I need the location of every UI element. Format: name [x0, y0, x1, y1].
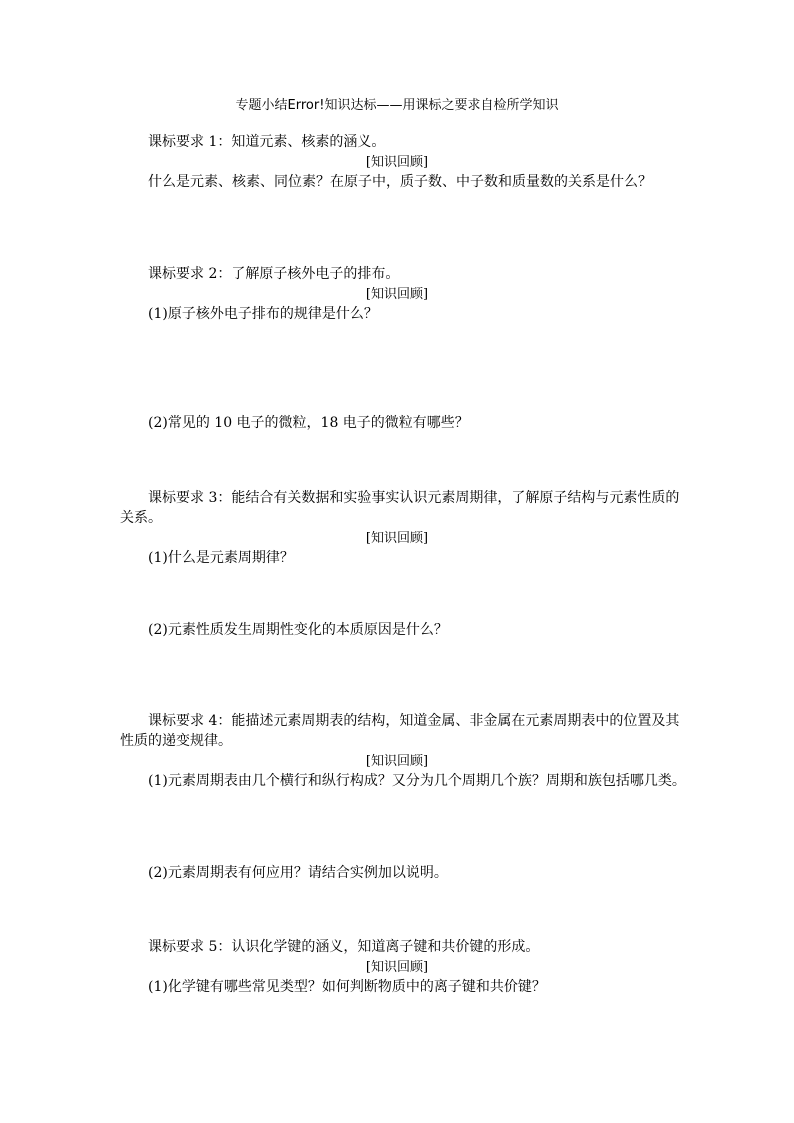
review-label-5: [知识回顾] [365, 960, 429, 975]
review-label-1: [知识回顾] [365, 155, 429, 170]
requirement-2: 课标要求 2：了解原子核外电子的排布。 [148, 266, 400, 282]
requirement-4-line1: 课标要求 4：能描述元素周期表的结构，知道金属、非金属在元素周期表中的位置及其 [148, 713, 680, 729]
question-4-1: (1)元素周期表由几个横行和纵行构成？又分为几个周期几个族？周期和族包括哪几类。 [148, 773, 686, 789]
requirement-5: 课标要求 5：认识化学键的涵义，知道离子键和共价键的形成。 [148, 939, 540, 955]
question-5-1: (1)化学键有哪些常见类型？如何判断物质中的离子键和共价键？ [148, 979, 546, 995]
requirement-1: 课标要求 1：知道元素、核素的涵义。 [148, 134, 386, 150]
document-title: 专题小结Error!知识达标——用课标之要求自检所学知识 [235, 98, 559, 113]
question-4-2: (2)元素周期表有何应用？请结合实例加以说明。 [148, 865, 448, 881]
review-label-2: [知识回顾] [365, 287, 429, 302]
question-1: 什么是元素、核素、同位素？在原子中，质子数、中子数和质量数的关系是什么？ [148, 174, 652, 190]
question-2-2: (2)常见的 10 电子的微粒，18 电子的微粒有哪些？ [148, 415, 469, 431]
review-label-3: [知识回顾] [365, 531, 429, 546]
review-label-4: [知识回顾] [365, 754, 429, 769]
requirement-4-line2: 性质的递变规律。 [120, 733, 232, 749]
requirement-3-line1: 课标要求 3：能结合有关数据和实验事实认识元素周期律，了解原子结构与元素性质的 [148, 490, 680, 506]
requirement-3-line2: 关系。 [120, 510, 162, 526]
question-2-1: (1)原子核外电子排布的规律是什么？ [148, 306, 378, 322]
question-3-2: (2)元素性质发生周期性变化的本质原因是什么？ [148, 622, 448, 638]
question-3-1: (1)什么是元素周期律？ [148, 550, 294, 566]
